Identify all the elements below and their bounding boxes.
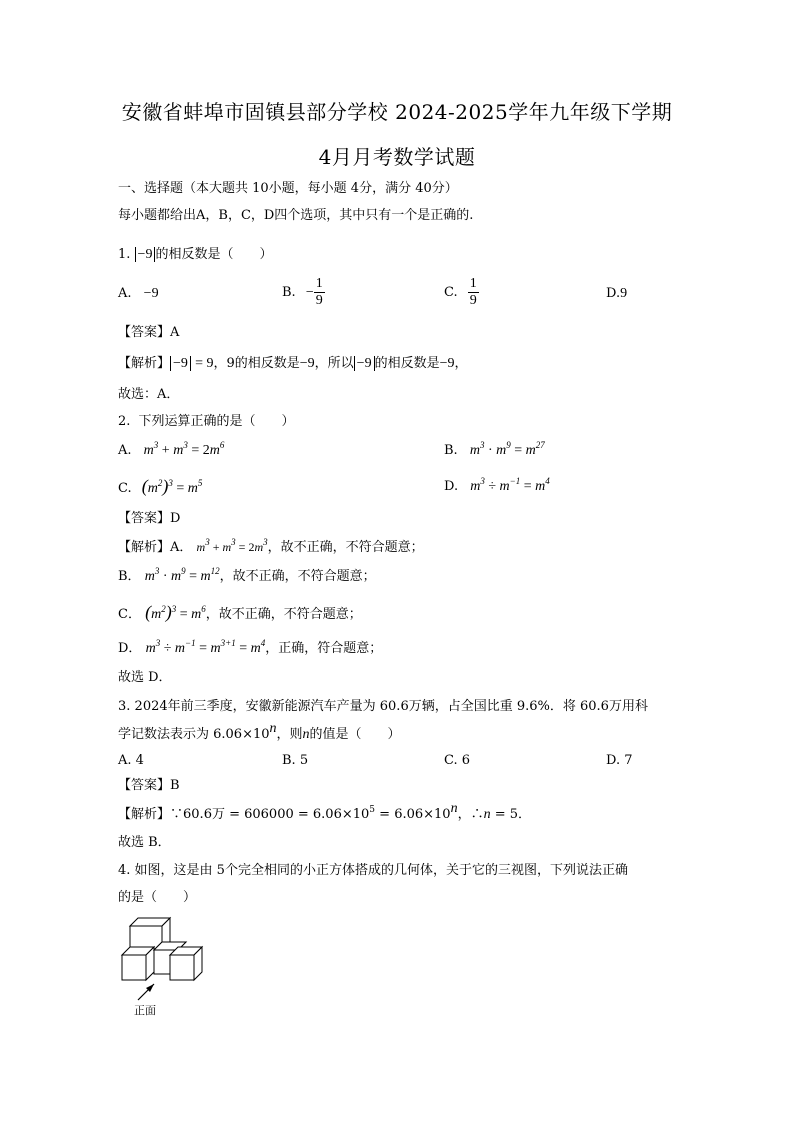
section-note: 每小题都给出A，B，C，D四个选项，其中只有一个是正确的. <box>118 208 474 223</box>
q2-option-d-label: D. <box>444 479 459 494</box>
q1-stem-text: 的相反数是（ ） <box>155 247 273 262</box>
q3-stem-line-2-a: 学记数法表示为 6.06×10 <box>118 727 270 742</box>
q2-exp-c <box>118 602 362 625</box>
q2-exp-a-label: A． <box>170 540 193 555</box>
q1-option-a-label: A. <box>118 286 132 301</box>
q3-option-a: A. 4 <box>118 753 144 768</box>
q3-stem-line-2 <box>118 721 401 745</box>
q1-option-c-label: C. <box>444 285 458 300</box>
q3-exp-exponent-1: 5 <box>369 805 376 815</box>
q4-stem-line-1-text: 如图，这是由 5个完全相同的小正方体搭成的几何体，关于它的三视图，下列说法正确 <box>134 863 628 878</box>
q4-cube-figure <box>110 912 220 1022</box>
q2-option-a <box>118 441 224 461</box>
q2-option-c-label: C. <box>118 481 132 496</box>
q3-exp-variable: n <box>483 807 491 822</box>
q2-exp-d <box>118 639 382 659</box>
q4-stem-line-2: 的是（ ） <box>118 890 197 905</box>
q1-option-c-denominator: 9 <box>469 293 477 308</box>
q1-option-d <box>606 284 627 304</box>
q1-option-c <box>444 276 479 309</box>
q1-option-b-sign: − <box>305 285 314 300</box>
q2-option-d-formula: $m^3 \div m^{-1} = m^4$ <box>470 476 550 494</box>
title-line-2: 4月月考数学试题 <box>318 145 476 169</box>
title-line-1: 安徽省蚌埠市固镇县部分学校 2024-2025学年九年级下学期 <box>121 100 673 124</box>
q3-option-b: B. 5 <box>282 753 309 768</box>
q2-option-a-label: A. <box>118 443 132 458</box>
q2-exp-b-formula: $m^3 \cdot m^9 = m^{12}$ <box>144 566 220 584</box>
q3-explanation <box>118 801 532 825</box>
q2-explanation-label: 【解析】 <box>118 540 171 555</box>
q1-option-b-label: B. <box>282 285 296 300</box>
q2-stem-text: 下列运算正确的是（ ） <box>138 414 295 429</box>
q3-stem-line-2-c: 的值是（ ） <box>309 727 401 742</box>
q3-exp-text-d: = 5． <box>490 807 532 822</box>
q3-exp-text-c: ，∴ <box>457 807 484 822</box>
q2-exp-c-comment: ，故不正确，不符合题意； <box>205 607 362 622</box>
q2-option-b <box>444 441 545 461</box>
q2-exp-b-label: B． <box>118 569 141 584</box>
q1-option-b <box>282 276 325 309</box>
q1-option-d-label: D. <box>606 286 621 301</box>
q2-option-d <box>444 477 550 497</box>
q3-exp-exponent-2: n <box>450 801 458 816</box>
q1-exp-mid: ，9的相反数是 <box>213 356 300 371</box>
q1-abs-value: −9 <box>135 247 156 262</box>
q1-option-c-fraction <box>468 276 479 309</box>
q2-option-a-formula: $m^3 + m^3 = 2m^6$ <box>143 440 225 458</box>
q1-exp-abs-1: −9 <box>170 356 191 371</box>
q1-option-b-numerator: 1 <box>315 276 323 291</box>
q2-option-c <box>118 476 202 499</box>
q1-exp-neg9-b: −9 <box>439 356 455 371</box>
q3-stem-exponent: n <box>269 721 277 736</box>
q2-exp-a-formula: $m^3 + m^3 = 2m^3$ <box>196 537 268 554</box>
q4-stem-line-1 <box>118 861 628 881</box>
q2-number: 2. <box>118 414 131 429</box>
q3-answer: 【答案】B <box>118 778 180 793</box>
q1-exp-mid2: ，所以 <box>314 356 354 371</box>
q1-explanation-label: 【解析】 <box>118 356 171 371</box>
q2-exp-d-comment: ，正确，符合题意； <box>265 641 383 656</box>
q3-option-d: D. 7 <box>606 753 633 768</box>
q3-stem-line-1 <box>118 697 648 717</box>
q1-answer: 【答案】A <box>118 325 180 340</box>
q2-exp-c-label: C． <box>118 607 141 622</box>
q2-exp-d-formula: $m^3 \div m^{-1} = m^{3+1} = m^4$ <box>145 638 266 656</box>
q1-explanation <box>118 354 468 374</box>
q2-exp-a-comment: ，故不正确，不符合题意； <box>267 540 424 555</box>
q1-exp-neg9-a: −9 <box>299 356 315 371</box>
q1-stem <box>118 245 272 265</box>
q4-figure-label: 正面 <box>134 1004 156 1017</box>
q1-option-b-fraction <box>314 276 325 309</box>
q3-explanation-label: 【解析】 <box>118 807 171 822</box>
q1-exp-end: ， <box>454 356 468 371</box>
q3-stem-line-1-text: 2024年前三季度，安徽新能源汽车产量为 60.6万辆，占全国比重 9.6%．将 60.6万用科 <box>134 699 648 714</box>
q2-exp-b <box>118 567 376 587</box>
q2-option-c-formula: $(m^2)^3 = m^5$ <box>141 476 203 496</box>
q1-option-a-text: −9 <box>143 286 159 301</box>
q1-exp-abs-2: −9 <box>354 356 375 371</box>
q2-exp-a <box>118 537 424 558</box>
q2-option-b-formula: $m^3 \cdot m^9 = m^{27}$ <box>469 440 545 458</box>
q3-conclusion: 故选 B． <box>118 835 171 850</box>
q1-option-d-text: 9 <box>620 286 628 301</box>
q1-exp-eq: = 9 <box>195 356 214 371</box>
q3-exp-text-a: ∵60.6万 = 606000 = 6.06×10 <box>170 807 370 822</box>
q1-conclusion: 故选：A． <box>118 387 180 402</box>
q1-option-b-denominator: 9 <box>315 293 323 308</box>
q1-option-a <box>118 284 159 304</box>
q4-number: 4. <box>118 863 131 878</box>
q2-exp-d-label: D． <box>118 641 142 656</box>
q1-exp-mid3: 的相反数是 <box>374 356 440 371</box>
q2-option-b-label: B. <box>444 443 458 458</box>
q2-stem <box>118 412 295 432</box>
q2-exp-c-formula: $(m^2)^3 = m^6$ <box>145 602 206 622</box>
q3-option-c: C. 6 <box>444 753 471 768</box>
q1-number: 1. <box>118 247 131 262</box>
q3-stem-line-2-b: ，则 <box>276 727 303 742</box>
q1-option-c-numerator: 1 <box>469 276 477 291</box>
q2-exp-b-comment: ，故不正确，不符合题意； <box>219 569 376 584</box>
section-heading: 一、选择题（本大题共 10小题，每小题 4分，满分 40分） <box>118 181 458 196</box>
q3-number: 3. <box>118 699 131 714</box>
q3-stem-variable: n <box>302 727 310 742</box>
q3-exp-text-b: = 6.06×10 <box>375 807 451 822</box>
q2-conclusion: 故选 D． <box>118 670 172 685</box>
q2-answer: 【答案】D <box>118 511 181 526</box>
